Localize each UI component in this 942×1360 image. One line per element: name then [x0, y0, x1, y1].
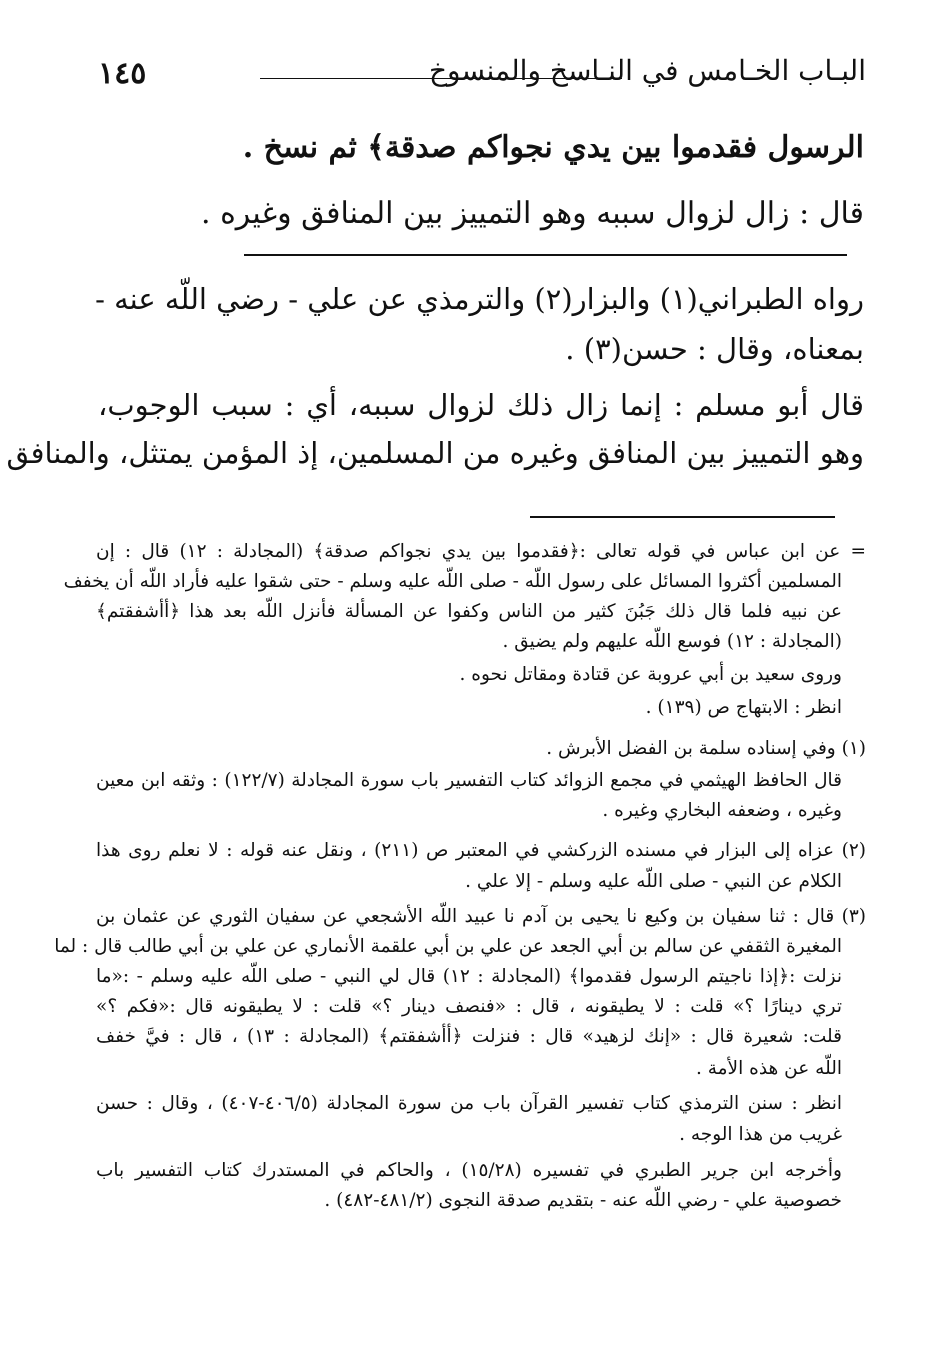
footnote-3-line: انظر : سنن الترمذي كتاب تفسير القرآن باب من سورة المجادلة (٤٠٦/٥-٤٠٧) ، وقال : حسن — [96, 1093, 842, 1114]
footnote-1-line: وغيره ، وضعفه البخاري وغيره . — [602, 800, 842, 821]
footnote-1-line: قال الحافظ الهيثمي في مجمع الزوائد كتاب التفسير باب سورة المجادلة (١٢٢/٧) : وثقه ابن معين — [96, 770, 842, 791]
chapter-title: البـاب الخـامس في النـاسخ والمنسوخ — [428, 54, 866, 87]
footnote-3-line: نزلت :﴿إذا ناجيتم الرسول فقدموا﴾ (المجادلة : ١٢) قال لي النبي - صلى اللّه عليه وسلم - :«ما — [96, 966, 843, 987]
footnote-separator — [530, 516, 835, 518]
main-text-line: الرسول فقدموا بين يدي نجواكم صدقة﴾ ثم نسخ . — [242, 130, 864, 165]
footnote-3-line: قلت: شعيرة قال : «إنك لزهيد» قال : فنزلت ﴿أأشفقتم﴾ (المجادلة : ١٣) ، قال : فيَّ خفف — [96, 1026, 842, 1047]
footnote-2-line: الكلام عن النبي - صلى اللّه عليه وسلم - إلا علي . — [465, 871, 842, 892]
running-header — [92, 52, 866, 96]
footnote-1-line: (١) وفي إسناده سلمة بن الفضل الأبرش . — [546, 738, 866, 759]
footnote-line: (المجادلة : ١٢) فوسع اللّه عليهم ولم يضيق . — [502, 631, 842, 652]
footnote-line: المسلمين أكثروا المسائل على رسول اللّه - صلى اللّه عليه وسلم - حتى شقوا عليه فأراد اللّه أن يخفف — [63, 571, 842, 592]
commentary-line: بمعناه، وقال : حسن(٣) . — [565, 332, 864, 366]
footnote-line: وروى سعيد بن أبي عروبة عن قتادة ومقاتل نحوه . — [459, 664, 842, 685]
footnote-line: عن نبيه فلما قال ذلك جَبُنَ كثير من الناس وكفوا عن المسألة فأنزل اللّه بعد هذا ﴿أأشفقتم﴾ — [96, 601, 842, 622]
footnote-3-line: تري دينارًا ؟» قلت : لا يطيقونه ، قال : «فنصف دينار ؟» قلت : لا يطيقونه قال :«فكم ؟» — [96, 996, 842, 1017]
page-number: ١٤٥ — [98, 56, 147, 91]
footnote-3-line: (٣) قال : ثنا سفيان بن وكيع نا يحيى بن آدم نا عبيد اللّه الأشجعي عن سفيان الثوري عن عثمان بن — [96, 906, 866, 927]
footnote-3-line: غريب من هذا الوجه . — [679, 1124, 842, 1145]
commentary-line: وهو التمييز بين المنافق وغيره من المسلمين، إذ المؤمن يمتثل، والمنافق — [6, 436, 864, 470]
footnote-3-line: خصوصية علي - رضي اللّه عنه - بتقديم صدقة النجوى (٤٨١/٢-٤٨٢) . — [324, 1190, 842, 1211]
main-text-rule — [244, 254, 847, 256]
footnote-line: انظر : الابتهاج ص (١٣٩) . — [645, 697, 842, 718]
footnote-line: = عن ابن عباس في قوله تعالى :﴿فقدموا بين يدي نجواكم صدقة﴾ (المجادلة : ١٢) قال : إن — [96, 541, 866, 562]
commentary-line: رواه الطبراني(١) والبزار(٢) والترمذي عن علي - رضي اللّه عنه - — [95, 282, 864, 316]
commentary-line: قال أبو مسلم : إنما زال ذلك لزوال سببه، أي : سبب الوجوب، — [98, 388, 864, 422]
footnote-3-line: اللّه عن هذه الأمة . — [695, 1058, 842, 1079]
main-text-line: قال : زال لزوال سببه وهو التمييز بين المنافق وغيره . — [201, 196, 864, 231]
footnote-3-line: المغيرة الثقفي عن سالم بن أبي الجعد عن علي بن أبي علقمة الأنماري عن علي بن أبي طالب قال : لما — [54, 936, 842, 957]
footnote-2-line: (٢) عزاه إلى البزار في مسنده الزركشي في المعتبر ص (٢١١) ، ونقل عنه قوله : لا نعلم روى هذا — [96, 840, 867, 861]
footnote-3-line: وأخرجه ابن جرير الطبري في تفسيره (١٥/٢٨) ، والحاكم في المستدرك كتاب التفسير باب — [96, 1160, 842, 1181]
